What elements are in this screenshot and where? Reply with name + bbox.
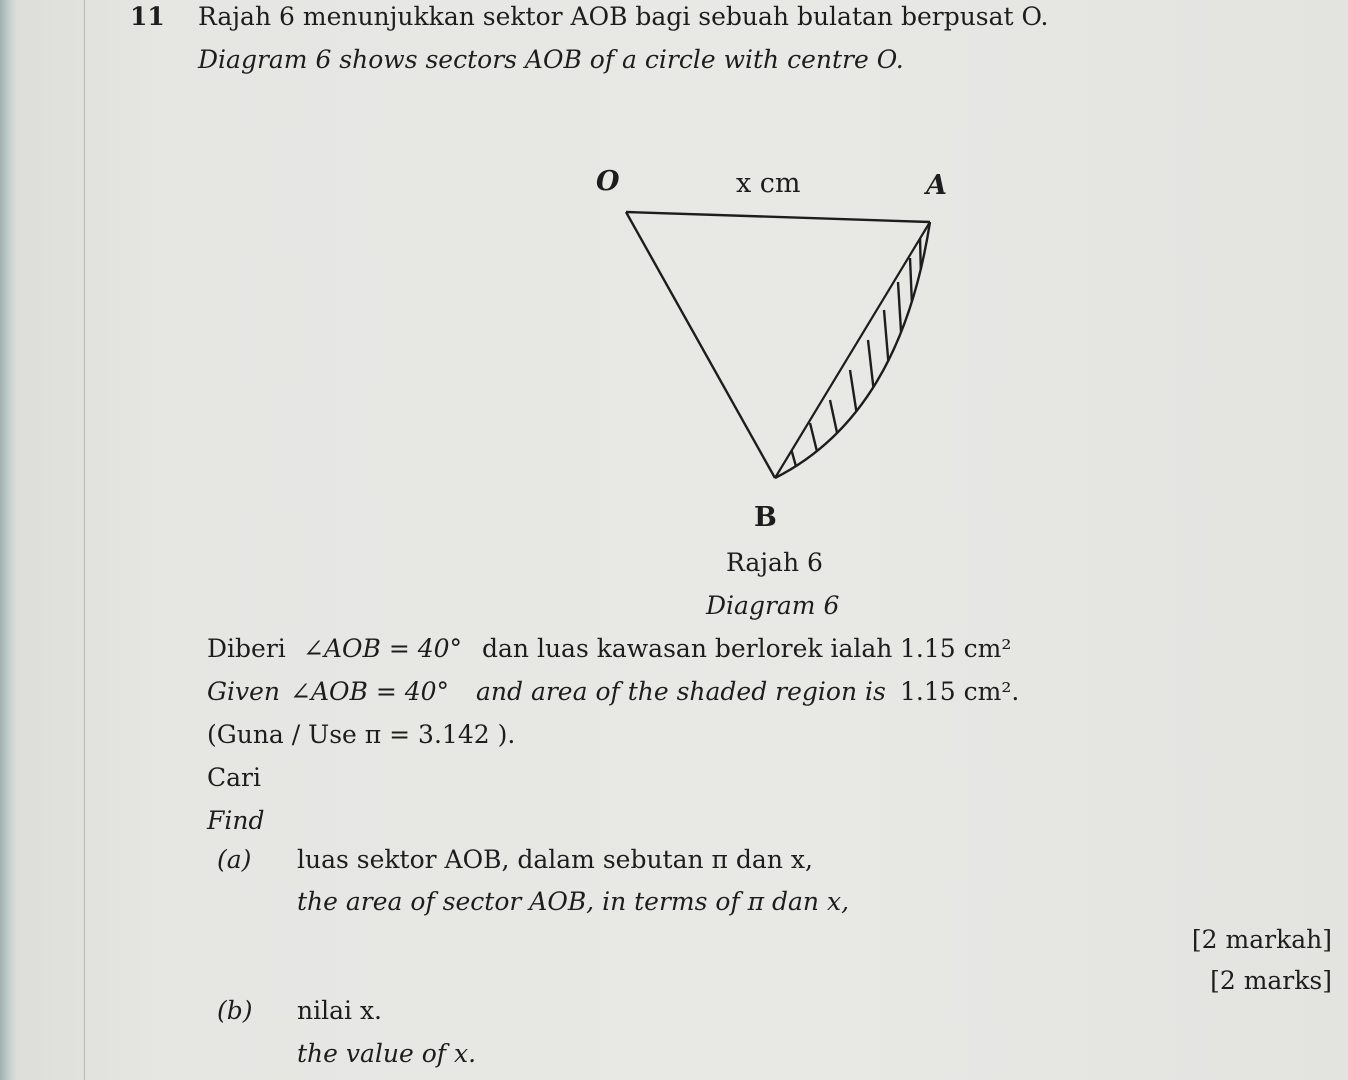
part-b-malay: nilai x. — [297, 996, 382, 1025]
margin-rule — [84, 0, 85, 1080]
question-stem-malay: Rajah 6 menunjukkan sektor AOB bagi sebuah bulatan berpusat O. — [198, 2, 1049, 31]
find-english: Find — [207, 806, 265, 835]
question-number: 11 — [130, 2, 165, 31]
label-b: B — [754, 502, 777, 533]
diagram-caption-malay: Rajah 6 — [726, 548, 823, 577]
question-stem-english: Diagram 6 shows sectors AOB of a circle with centre O. — [198, 45, 904, 74]
use-pi-instruction: (Guna / Use π = 3.142 ). — [207, 720, 516, 749]
chord-ab — [775, 222, 930, 478]
part-a-marks-english: [2 marks] — [1210, 966, 1332, 995]
given-malay-area: 1.15 cm² — [900, 634, 1012, 663]
given-malay-text: dan luas kawasan berlorek ialah — [482, 634, 893, 663]
radius-ob — [626, 212, 775, 478]
sector-diagram — [560, 160, 980, 540]
part-a-english: the area of sector AOB, in terms of π dan x, — [297, 887, 850, 916]
diagram-caption-english: Diagram 6 — [706, 591, 840, 620]
label-o: O — [596, 166, 620, 197]
given-malay-angle: ∠AOB = 40° — [303, 634, 463, 663]
radius-oa — [626, 212, 930, 222]
given-english-text: and area of the shaded region is — [476, 677, 886, 706]
given-english-angle: ∠AOB = 40° — [290, 677, 450, 706]
given-malay-prefix: Diberi — [207, 634, 286, 663]
given-english-area: 1.15 cm². — [900, 677, 1020, 706]
given-english-prefix: Given — [207, 677, 280, 706]
find-malay: Cari — [207, 763, 261, 792]
part-b-english: the value of x. — [297, 1039, 477, 1068]
part-b-label: (b) — [217, 996, 253, 1025]
label-radius: x cm — [736, 168, 801, 199]
part-a-marks-malay: [2 markah] — [1191, 925, 1332, 954]
part-a-malay: luas sektor AOB, dalam sebutan π dan x, — [297, 845, 813, 874]
part-a-label: (a) — [217, 845, 252, 874]
page-binding-edge — [0, 0, 16, 1080]
label-a: A — [926, 170, 947, 201]
